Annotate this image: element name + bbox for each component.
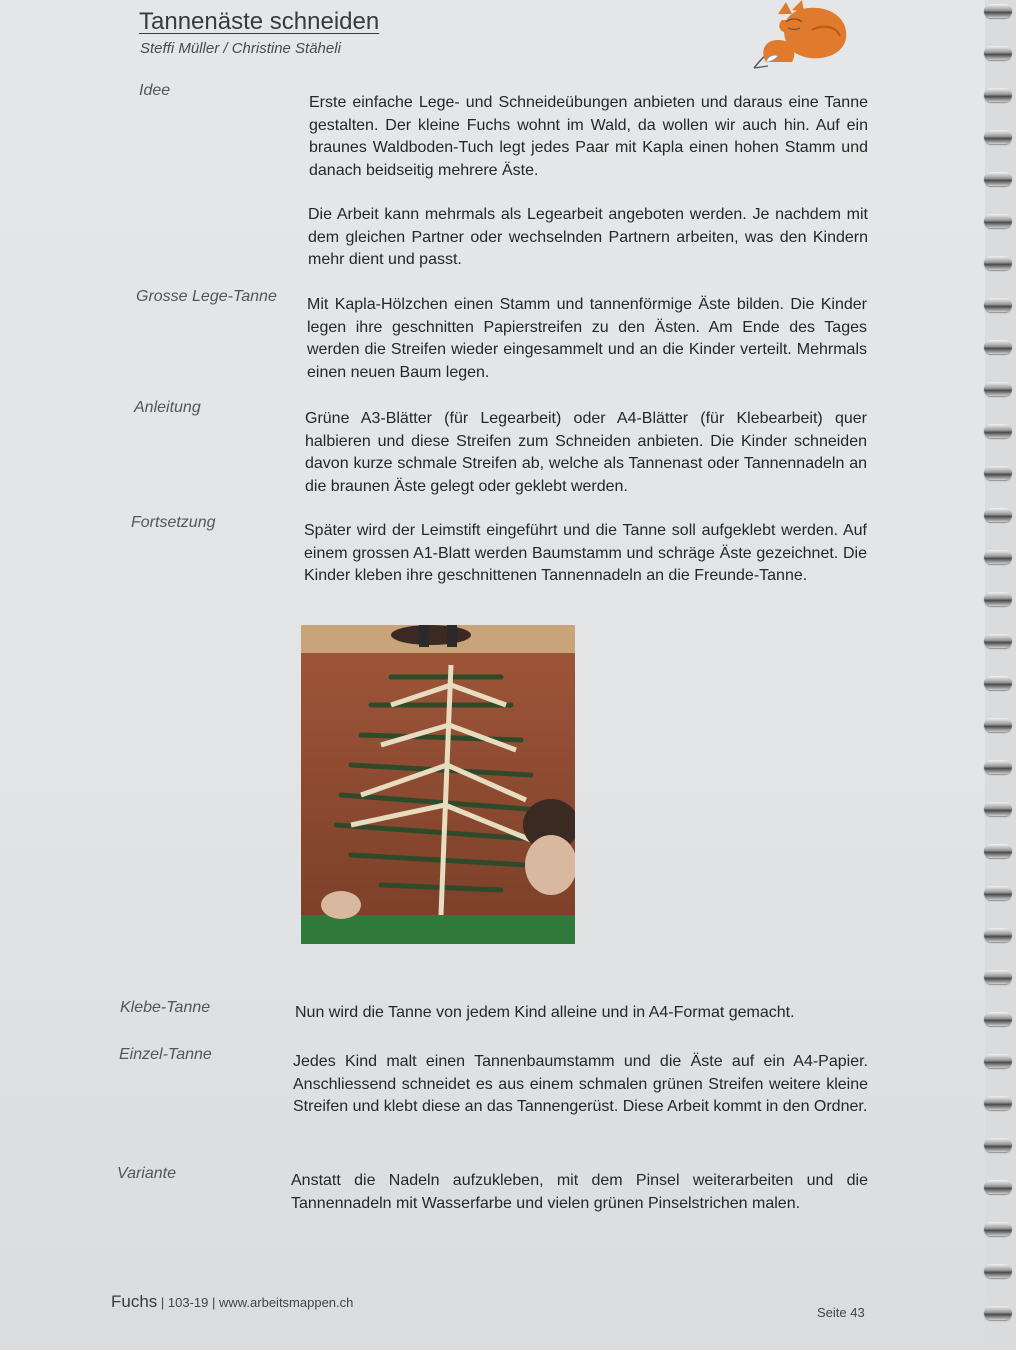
section-label-einzel-tanne: Einzel-Tanne [119,1046,212,1063]
binding-ring [984,424,1012,438]
binding-ring [984,760,1012,774]
section-label-grosse-lege-tanne: Grosse Lege-Tanne [136,288,277,305]
footer-details: | 103-19 | www.arbeitsmappen.ch [157,1295,354,1310]
binding-ring [984,886,1012,900]
binding-ring [984,1138,1012,1152]
section-label-fortsetzung: Fortsetzung [131,514,216,531]
binding-ring [984,508,1012,522]
section-text-anleitung: Grüne A3-Blätter (für Legearbeit) oder A4-Blätter (für Klebearbeit) quer halbieren und diese Streifen zum Schneiden anbieten. Die Kinder schneiden davon kurze schmale Streifen ab, welche als Tannenast oder Tannennadeln an die braunen Äste gelegt oder geklebt werden. [305,410,867,495]
binding-ring [984,466,1012,480]
binding-ring [984,1096,1012,1110]
page-number: Seite 43 [817,1305,865,1320]
section-text-fortsetzung: Später wird der Leimstift eingeführt und die Tanne soll aufgeklebt werden. Auf einem grossen A1-Blatt werden Baumstamm und schräge Äste gezeichnet. Die Kinder kleben ihre geschnittenen Tannennadeln an die Freunde-Tanne. [304,522,867,584]
section-label-anleitung: Anleitung [134,399,201,416]
section-text-variante: Anstatt die Nadeln aufzukleben, mit dem Pinsel weiterarbeiten und die Tannennadeln mit Wasserfarbe und vielen grünen Pinselstrichen malen. [291,1172,868,1212]
section-text-idee-2: Die Arbeit kann mehrmals als Legearbeit angeboten werden. Je nachdem mit dem gleichen Partner oder wechselnden Partnern arbeiten, was den Kindern mehr dient und passt. [308,206,868,268]
binding-ring [984,592,1012,606]
fox-illustration [748,0,852,72]
binding-ring [984,298,1012,312]
binding-ring [984,550,1012,564]
footer-brand: Fuchs [111,1292,158,1311]
footer-publication [111,1292,353,1312]
binding-ring [984,634,1012,648]
section-text-klebe-tanne: Nun wird die Tanne von jedem Kind alleine und in A4-Format gemacht. [295,1004,795,1021]
section-label-klebe-tanne: Klebe-Tanne [120,999,211,1016]
binding-ring [984,382,1012,396]
binding-ring [984,4,1012,18]
fir-tree-photo-drawing [301,625,575,944]
binding-ring [984,88,1012,102]
section-text-idee: Erste einfache Lege- und Schneideübungen anbieten und daraus eine Tanne gestalten. Der kleine Fuchs wohnt im Wald, da wollen wir auch hin. Auf ein braunes Waldboden-Tuch legt jedes Paar mit Kapla einen hohen Stamm und danach beidseitig mehrere Äste. [309,94,868,179]
binding-ring [984,1012,1012,1026]
binding-ring [984,802,1012,816]
binding-ring [984,340,1012,354]
authors: Steffi Müller / Christine Stäheli [140,40,341,57]
page-title: Tannenäste schneiden [139,8,380,35]
section-text-einzel-tanne: Jedes Kind malt einen Tannenbaumstamm und die Äste auf ein A4-Papier. Anschliessend schneidet es aus einem schmalen grünen Streifen weitere kleine Streifen und klebt diese an das Tannengerüst. Diese Arbeit kommt in den Ordner. [293,1053,868,1115]
binding-ring [984,1180,1012,1194]
binding-ring [984,46,1012,60]
section-text-grosse-lege-tanne: Mit Kapla-Hölzchen einen Stamm und tannenförmige Äste bilden. Die Kinder legen ihre geschnitten Papierstreifen zu den Ästen. Am Ende des Tages werden die Streifen wieder eingesammelt und an die Kinder verteilt. Mehrmals einen neuen Baum legen. [307,296,867,381]
binding-ring [984,844,1012,858]
binding-ring [984,1264,1012,1278]
binding-ring [984,172,1012,186]
binding-ring [984,214,1012,228]
section-label-variante: Variante [117,1165,176,1182]
fir-tree-photo [301,625,575,944]
binding-ring [984,1306,1012,1320]
binding-ring [984,1054,1012,1068]
binding-ring [984,928,1012,942]
spiral-binding [982,0,1016,1350]
binding-ring [984,256,1012,270]
binding-ring [984,1222,1012,1236]
binding-ring [984,676,1012,690]
binding-ring [984,970,1012,984]
binding-ring [984,718,1012,732]
binding-ring [984,130,1012,144]
section-label-idee: Idee [139,82,171,99]
